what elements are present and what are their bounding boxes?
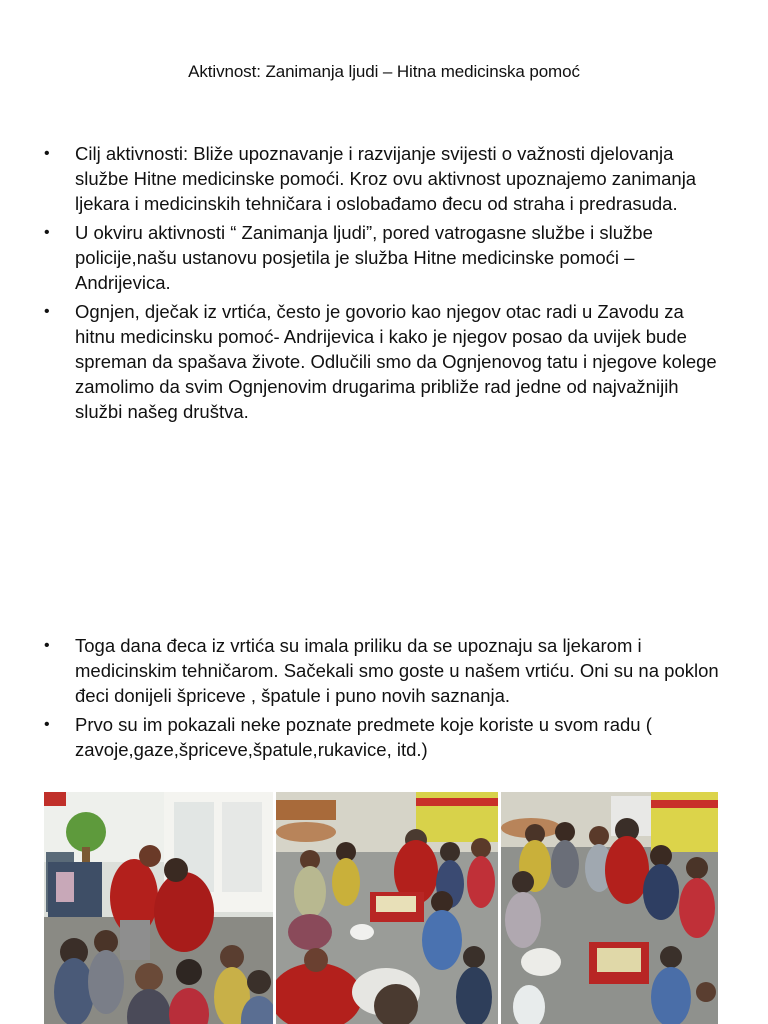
photo-strip xyxy=(44,792,718,1024)
list-item xyxy=(44,299,724,424)
photo-classroom xyxy=(44,792,273,1024)
bullet-glyph: • xyxy=(44,145,50,162)
page-title: Aktivnost: Zanimanja ljudi – Hitna medicinska pomoć xyxy=(188,62,580,81)
list-item xyxy=(44,220,724,295)
list-item xyxy=(44,712,724,762)
list-item xyxy=(44,141,724,216)
bullet-glyph: • xyxy=(44,303,50,320)
list-item-text: Ognjen, dječak iz vrtića, često je govorio kao njegov otac radi u Zavodu za hitnu medicinsku pomoć- Andrijevica i kako je njegov posao da uvijek bude spreman da spašava živote. Odlučili smo da Ognjenovog tatu i njegove kolege zamolimo da svim Ognjenovim drugarima približe rad jedne od najvažnijih službi našeg društva. xyxy=(75,301,717,422)
bullet-glyph: • xyxy=(44,637,50,654)
list-item-text: Cilj aktivnosti: Bliže upoznavanje i razvijanje svijesti o važnosti djelovanja službe Hitne medicinske pomoći. Kroz ovu aktivnost upoznajemo zanimanja ljekara i medicinskih tehničara i oslobađamo đecu od straha i predrasuda. xyxy=(75,143,697,214)
bullet-glyph: • xyxy=(44,716,50,733)
photo-equipment xyxy=(501,792,718,1024)
list-item-text: Prvo su im pokazali neke poznate predmete koje koriste u svom radu ( zavoje,gaze,špriceve,špatule,rukavice, itd.) xyxy=(75,714,652,760)
photo-floor-demo xyxy=(276,792,498,1024)
bullet-glyph: • xyxy=(44,224,50,241)
list-item-text: U okviru aktivnosti “ Zanimanja ljudi”, pored vatrogasne službe i službe policije,našu ustanovu posjetila je služba Hitne medicinske pomoći – Andrijevica. xyxy=(75,222,653,293)
list-item-text: Toga dana đeca iz vrtića su imala priliku da se upoznaju sa ljekarom i medicinskim tehničarom. Sačekali smo goste u našem vrtiću. Oni su na poklon đeci donijeli špriceve , špatule i puno novih saznanja. xyxy=(75,635,719,706)
list-item xyxy=(44,633,724,708)
bullet-list-intro xyxy=(44,141,724,428)
bullet-list-visit xyxy=(44,633,724,766)
